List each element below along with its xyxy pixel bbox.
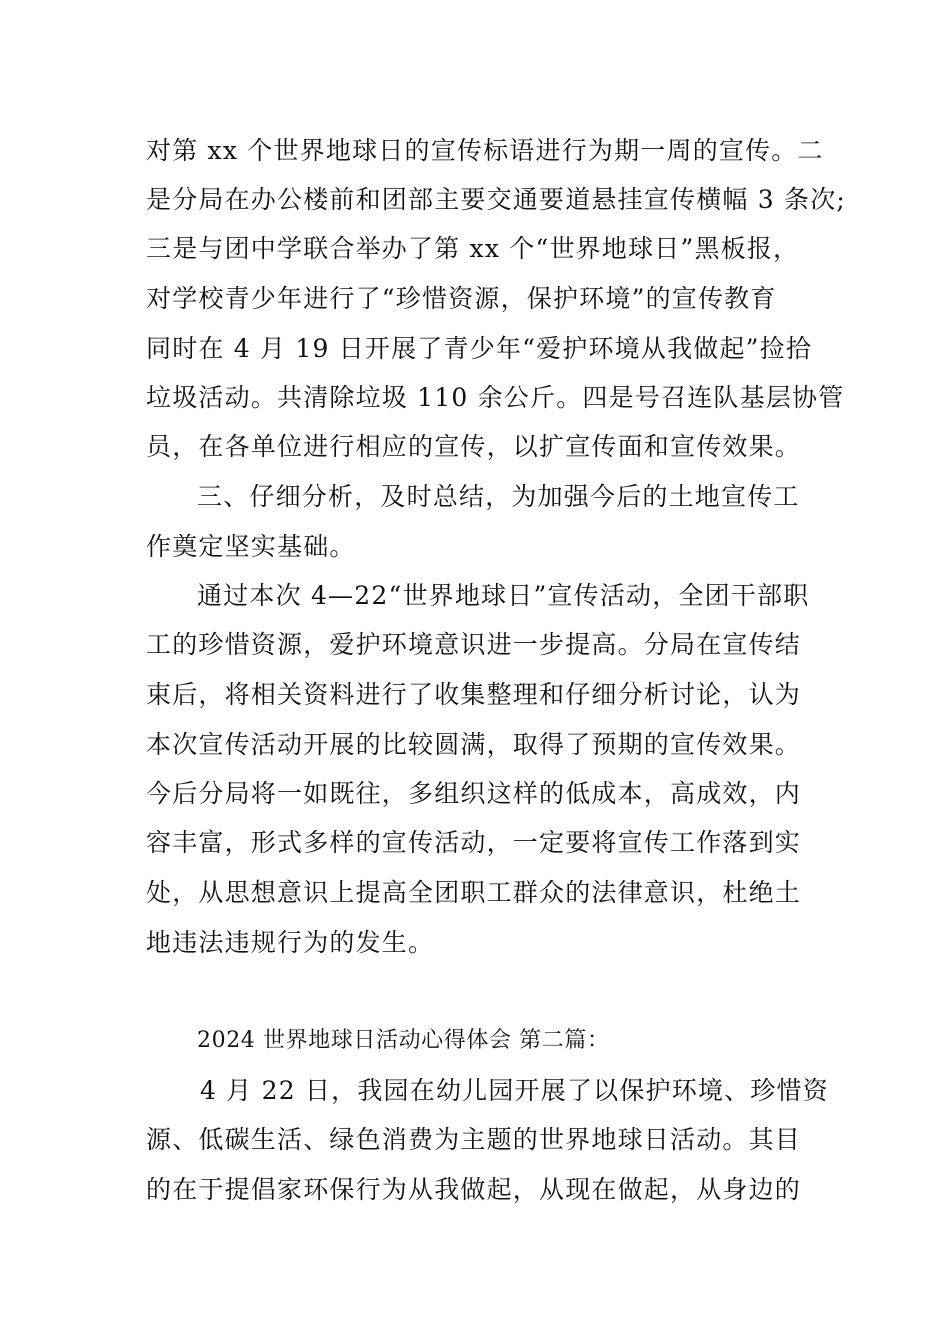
text-line: 员，在各单位进行相应的宣传，以扩宣传面和宣传效果。 bbox=[146, 432, 802, 461]
text-line: 的在于提倡家环保行为从我做起，从现在做起，从身边的 bbox=[146, 1175, 802, 1204]
text-line: 工的珍惜资源，爱护环境意识进一步提高。分局在宣传结 bbox=[146, 630, 802, 659]
text-line: 今后分局将一如既往，多组织这样的低成本，高成效，内 bbox=[146, 779, 802, 808]
text-line: 是分局在办公楼前和团部主要交通要道悬挂宣传横幅 3 条次; bbox=[146, 185, 847, 214]
text-line: 对第 xx 个世界地球日的宣传标语进行为期一周的宣传。二 bbox=[146, 136, 824, 165]
section-heading: 三、仔细分析，及时总结，为加强今后的土地宣传工 bbox=[197, 482, 800, 511]
text-line: 同时在 4 月 19 日开展了青少年“爱护环境从我做起”捡拾 bbox=[146, 334, 813, 363]
text-line: 本次宣传活动开展的比较圆满，取得了预期的宣传效果。 bbox=[146, 730, 802, 759]
text-line: 处，从思想意识上提高全团职工群众的法律意识，杜绝土 bbox=[146, 878, 802, 907]
text-line: 容丰富，形式多样的宣传活动，一定要将宣传工作落到实 bbox=[146, 828, 802, 857]
text-line: 源、低碳生活、绿色消费为主题的世界地球日活动。其目 bbox=[146, 1125, 802, 1154]
text-line: 对学校青少年进行了“珍惜资源，保护环境”的宣传教育 bbox=[146, 284, 777, 313]
paragraph-start: 4 月 22 日，我园在幼儿园开展了以保护环境、珍惜资 bbox=[200, 1076, 829, 1105]
text-line: 三是与团中学联合举办了第 xx 个“世界地球日”黑板报， bbox=[146, 234, 800, 263]
text-line: 垃圾活动。共清除垃圾 110 余公斤。四是号召连队基层协管 bbox=[146, 383, 845, 412]
section-heading-continued: 作奠定坚实基础。 bbox=[146, 532, 356, 561]
text-line: 地违法违规行为的发生。 bbox=[146, 928, 435, 957]
text-line: 束后，将相关资料进行了收集整理和仔细分析讨论，认为 bbox=[146, 680, 802, 709]
paragraph-start: 通过本次 4—22“世界地球日”宣传活动，全团干部职 bbox=[197, 581, 810, 610]
article-title: 2024 世界地球日活动心得体会 第二篇： bbox=[197, 1028, 610, 1053]
